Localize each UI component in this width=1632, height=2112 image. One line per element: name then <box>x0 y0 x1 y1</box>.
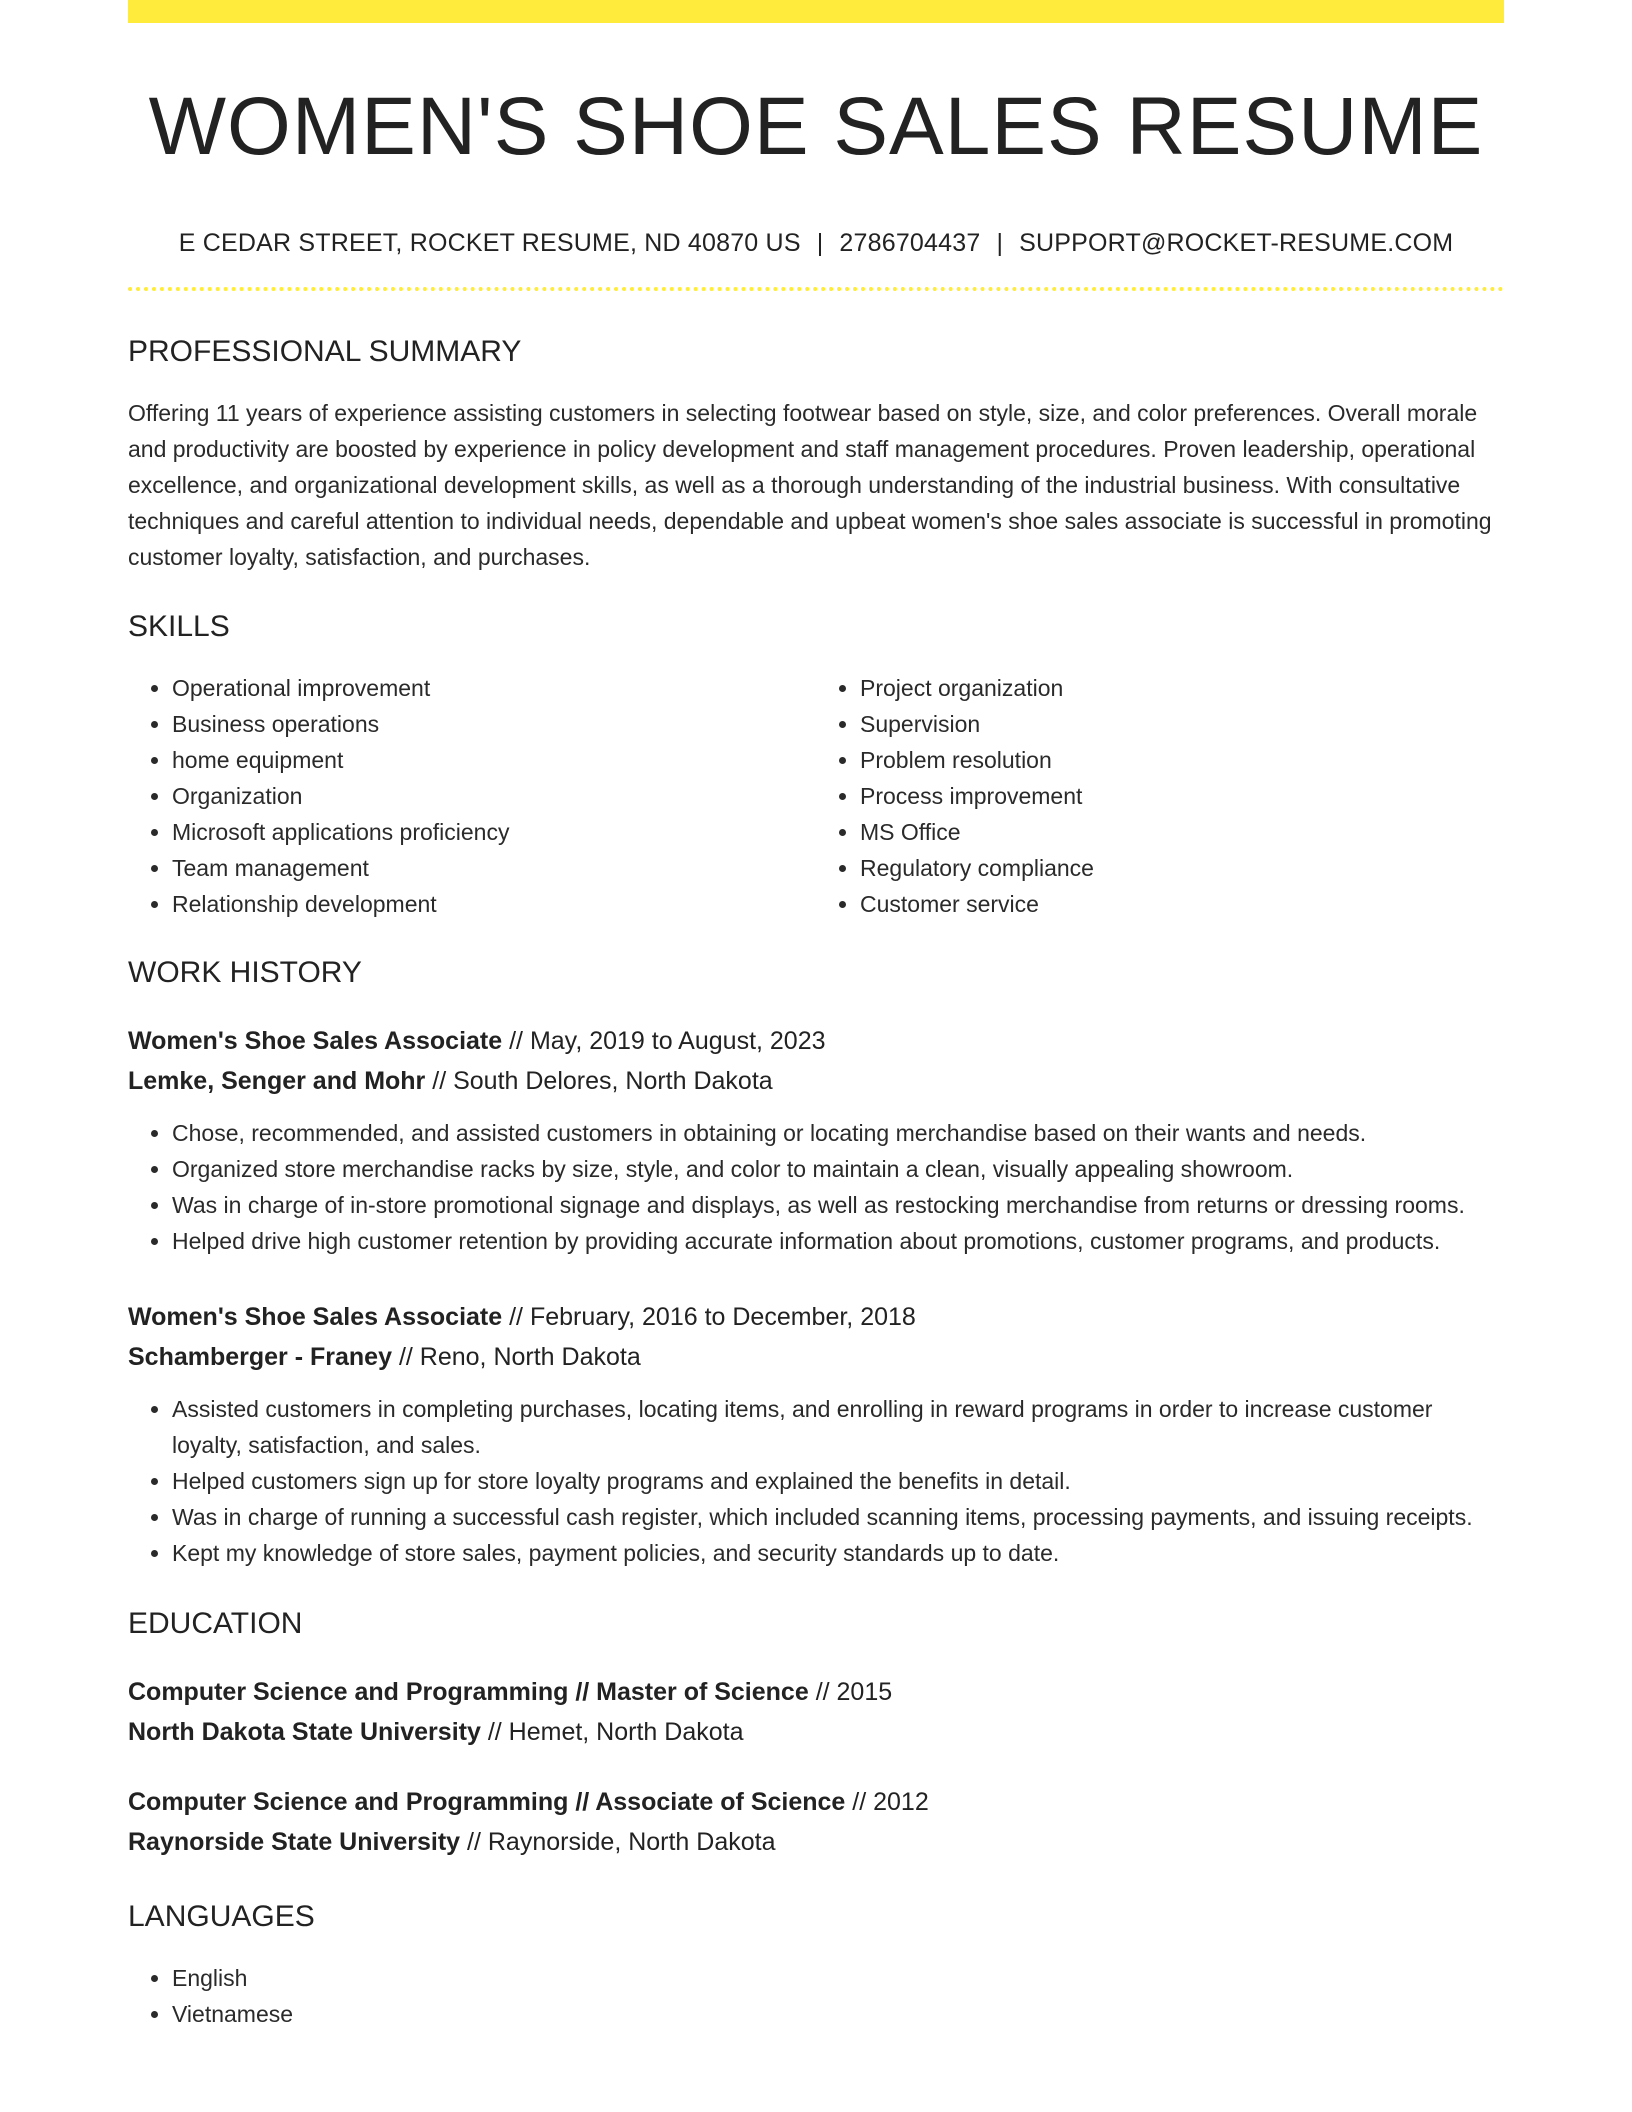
education-year: // 2012 <box>845 1788 929 1816</box>
education-degree: Computer Science and Programming // Master of Science <box>128 1678 809 1706</box>
skill-item: • Operational improvement <box>172 670 816 706</box>
contact-phone: 2786704437 <box>839 229 981 257</box>
skill-item: • Business operations <box>172 706 816 742</box>
contact-separator: | <box>996 229 1004 257</box>
job-dates: // May, 2019 to August, 2023 <box>502 1027 826 1055</box>
skill-item: • Team management <box>172 850 816 886</box>
job-bullet: • Helped customers sign up for store loyalty programs and explained the benefits in detail. <box>172 1463 1504 1499</box>
job-position: Women's Shoe Sales Associate <box>128 1027 503 1055</box>
languages-list <box>128 1960 1504 2032</box>
skills-heading: SKILLS <box>128 610 230 643</box>
education-year: // 2015 <box>808 1678 893 1706</box>
job-bullet: • Was in charge of in-store promotional signage and displays, as well as restocking merchandise from returns or dressing rooms. <box>172 1187 1504 1223</box>
job-bullet: • Organized store merchandise racks by size, style, and color to maintain a clean, visually appealing showroom. <box>172 1151 1504 1187</box>
skills-columns <box>128 670 1504 922</box>
job-bullet: • Helped drive high customer retention by providing accurate information about promotions, customer programs, and products. <box>172 1223 1504 1259</box>
job-title-line <box>128 1297 1504 1337</box>
language-item: • English <box>172 1960 1504 1996</box>
contact-email: SUPPORT@ROCKET-RESUME.COM <box>1019 229 1454 257</box>
job-bullets <box>128 1115 1504 1259</box>
education-school: North Dakota State University <box>128 1718 481 1746</box>
skills-list-right <box>816 670 1504 922</box>
education-degree-line <box>128 1672 1504 1712</box>
header-divider <box>128 287 1504 291</box>
job-position: Women's Shoe Sales Associate <box>128 1303 503 1331</box>
skills-list-left <box>128 670 816 922</box>
resume-title: WOMEN'S SHOE SALES RESUME <box>148 81 1484 172</box>
job-bullet: • Was in charge of running a successful cash register, which included scanning items, processing payments, and issuing receipts. <box>172 1499 1504 1535</box>
skill-item: • Problem resolution <box>860 742 1504 778</box>
education-location: // Hemet, North Dakota <box>480 1718 744 1746</box>
job-entry <box>128 1021 1504 1259</box>
job-location: // South Delores, North Dakota <box>425 1067 773 1095</box>
education-location: // Raynorside, North Dakota <box>460 1828 776 1856</box>
contact-line <box>128 228 1504 258</box>
job-entry <box>128 1297 1504 1571</box>
language-item: • Vietnamese <box>172 1996 1504 2032</box>
education-entry <box>128 1672 1504 1752</box>
job-bullet: • Chose, recommended, and assisted customers in obtaining or locating merchandise based on their wants and needs. <box>172 1115 1504 1151</box>
job-location: // Reno, North Dakota <box>392 1343 641 1371</box>
job-dates: // February, 2016 to December, 2018 <box>502 1303 916 1331</box>
skill-item: • Organization <box>172 778 816 814</box>
skill-item: • Customer service <box>860 886 1504 922</box>
job-bullet: • Assisted customers in completing purchases, locating items, and enrolling in reward programs in order to increase customer loyalty, satisfaction, and sales. <box>172 1391 1504 1463</box>
education-degree-line <box>128 1782 1504 1822</box>
education-degree: Computer Science and Programming // Associate of Science <box>128 1788 846 1816</box>
skill-item: • home equipment <box>172 742 816 778</box>
skill-item: • Project organization <box>860 670 1504 706</box>
summary-heading: PROFESSIONAL SUMMARY <box>128 335 522 368</box>
contact-separator: | <box>816 229 824 257</box>
work-history-heading: WORK HISTORY <box>128 956 362 989</box>
skill-item: • Microsoft applications proficiency <box>172 814 816 850</box>
skill-item: • Relationship development <box>172 886 816 922</box>
job-company-line <box>128 1337 1504 1377</box>
job-company: Lemke, Senger and Mohr <box>128 1067 426 1095</box>
skill-item: • Regulatory compliance <box>860 850 1504 886</box>
skill-item: • MS Office <box>860 814 1504 850</box>
job-title-line <box>128 1021 1504 1061</box>
resume-page <box>128 0 1504 2032</box>
job-company: Schamberger - Franey <box>128 1343 392 1371</box>
skill-item: • Process improvement <box>860 778 1504 814</box>
skill-item: • Supervision <box>860 706 1504 742</box>
education-school-line <box>128 1822 1504 1862</box>
languages-heading: LANGUAGES <box>128 1900 315 1933</box>
education-heading: EDUCATION <box>128 1607 303 1640</box>
summary-text: Offering 11 years of experience assisting customers in selecting footwear based on style, size, and color preferences. Overall morale and productivity are boosted by experience in policy development and staff management procedures. Proven leadership, operational excellence, and organizational development skills, as well as a thorough understanding of the industrial business. With consultative techniques and careful attention to individual needs, dependable and upbeat women's shoe sales associate is successful in promoting customer loyalty, satisfaction, and purchases. <box>128 400 1492 570</box>
job-bullets <box>128 1391 1504 1571</box>
accent-top-bar <box>128 0 1504 23</box>
education-school-line <box>128 1712 1504 1752</box>
job-company-line <box>128 1061 1504 1101</box>
education-entry <box>128 1782 1504 1862</box>
education-school: Raynorside State University <box>128 1828 461 1856</box>
job-bullet: • Kept my knowledge of store sales, payment policies, and security standards up to date. <box>172 1535 1504 1571</box>
contact-address: E CEDAR STREET, ROCKET RESUME, ND 40870 US <box>178 229 801 257</box>
